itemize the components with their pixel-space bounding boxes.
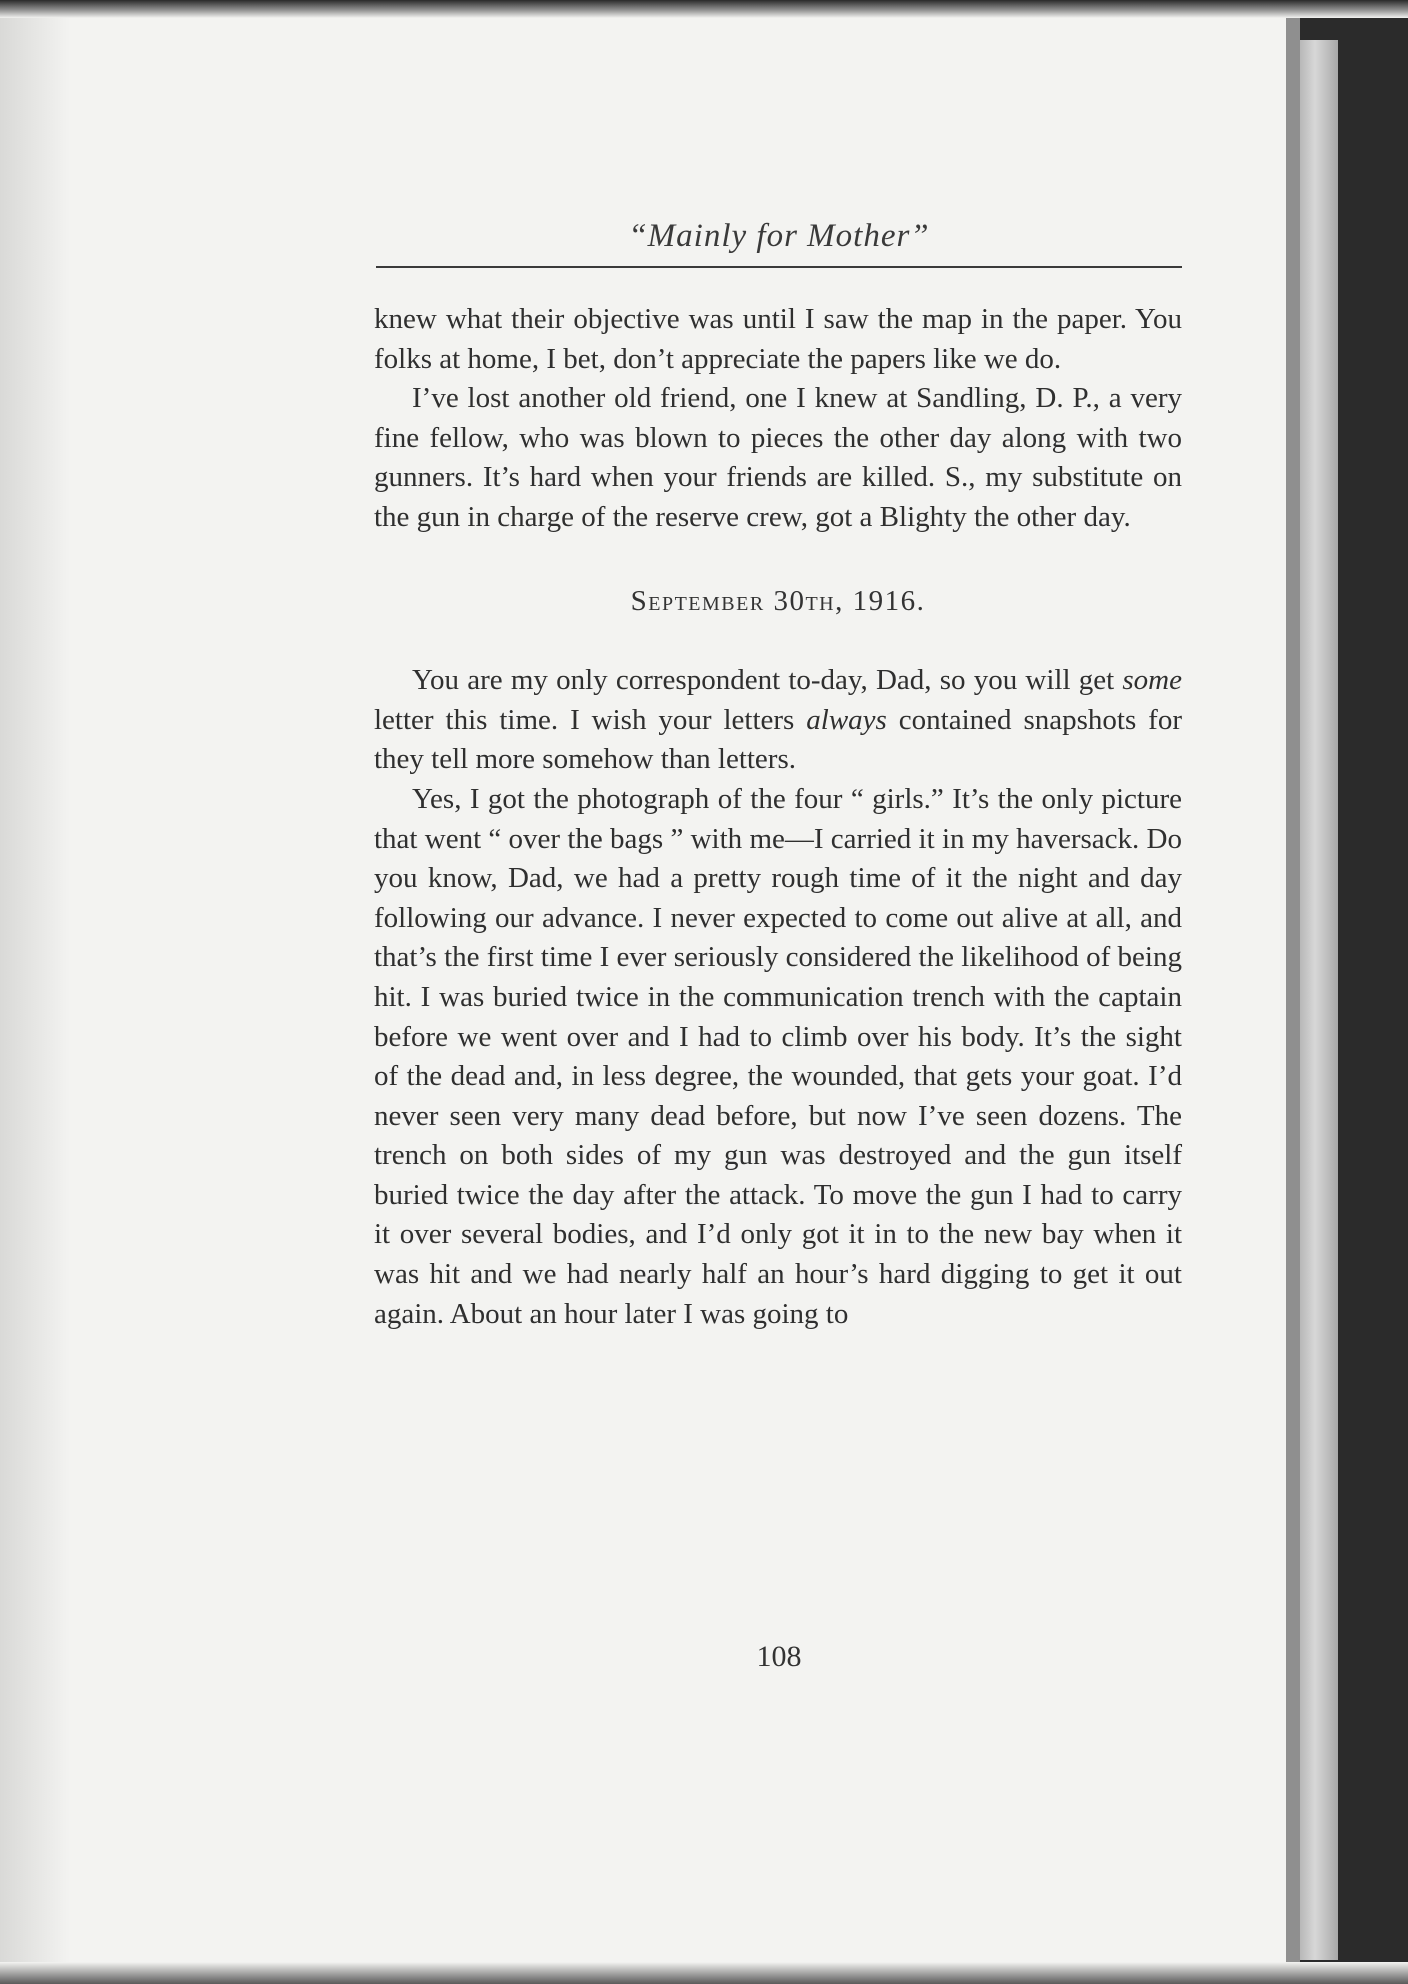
letter-date-heading: September 30th, 1916. bbox=[630, 584, 926, 617]
paragraph: Yes, I got the photograph of the four “ girls.” It’s the only picture that went “ over the bags ” with me—I carried it in my haversack. Do you know, Dad, we had a pretty rough time of it the night and day following our advance. I never expected to come out alive at all, and that’s the first time I ever seriously considered the likelihood of being hit. I was buried twice in the communication trench with the captain before we went over and I had to climb over his body. It’s the sight of the dead and, in less degree, the wounded, that gets your goat. I’d never seen very many dead before, but now I’ve seen dozens. The trench on both sides of my gun was destroyed and the gun itself buried twice the day after the attack. To move the gun I had to carry it over several bodies, and I’d only got it in to the new bay when it was hit and we had nearly half an hour’s hard digging to get it out again. About an hour later I was going to bbox=[374, 782, 1182, 1330]
emphasis-always: always bbox=[806, 703, 887, 736]
header-rule bbox=[376, 266, 1182, 268]
page-number: 108 bbox=[756, 1640, 802, 1673]
paragraph bbox=[374, 661, 1182, 780]
emphasis-some: some bbox=[1122, 664, 1182, 697]
running-title: “Mainly for Mother” bbox=[628, 218, 930, 254]
text-run: letter this time. I wish your letters bbox=[374, 703, 807, 736]
text-run: contained snapshots for they tell more somehow than letters. bbox=[374, 703, 1182, 776]
bottom-shadow bbox=[0, 1962, 1408, 1984]
gutter-shadow bbox=[0, 0, 70, 1984]
paragraph-continued: knew what their objective was until I saw the map in the paper. You folks at home, I bet, don’t appreciate the papers like we do. bbox=[374, 303, 1182, 375]
top-shadow bbox=[0, 0, 1408, 18]
page-edges bbox=[1300, 40, 1338, 1960]
text-run: You are my only correspondent to-day, Dad, so you will get bbox=[412, 664, 1123, 697]
paragraph: I’ve lost another old friend, one I knew at Sandling, D. P., a very fine fellow, who was blown to pieces the other day along with two gunners. It’s hard when your friends are killed. S., my substitute on the gun in charge of the reserve crew, got a Blighty the other day. bbox=[374, 382, 1182, 533]
body-text bbox=[374, 300, 1182, 1334]
